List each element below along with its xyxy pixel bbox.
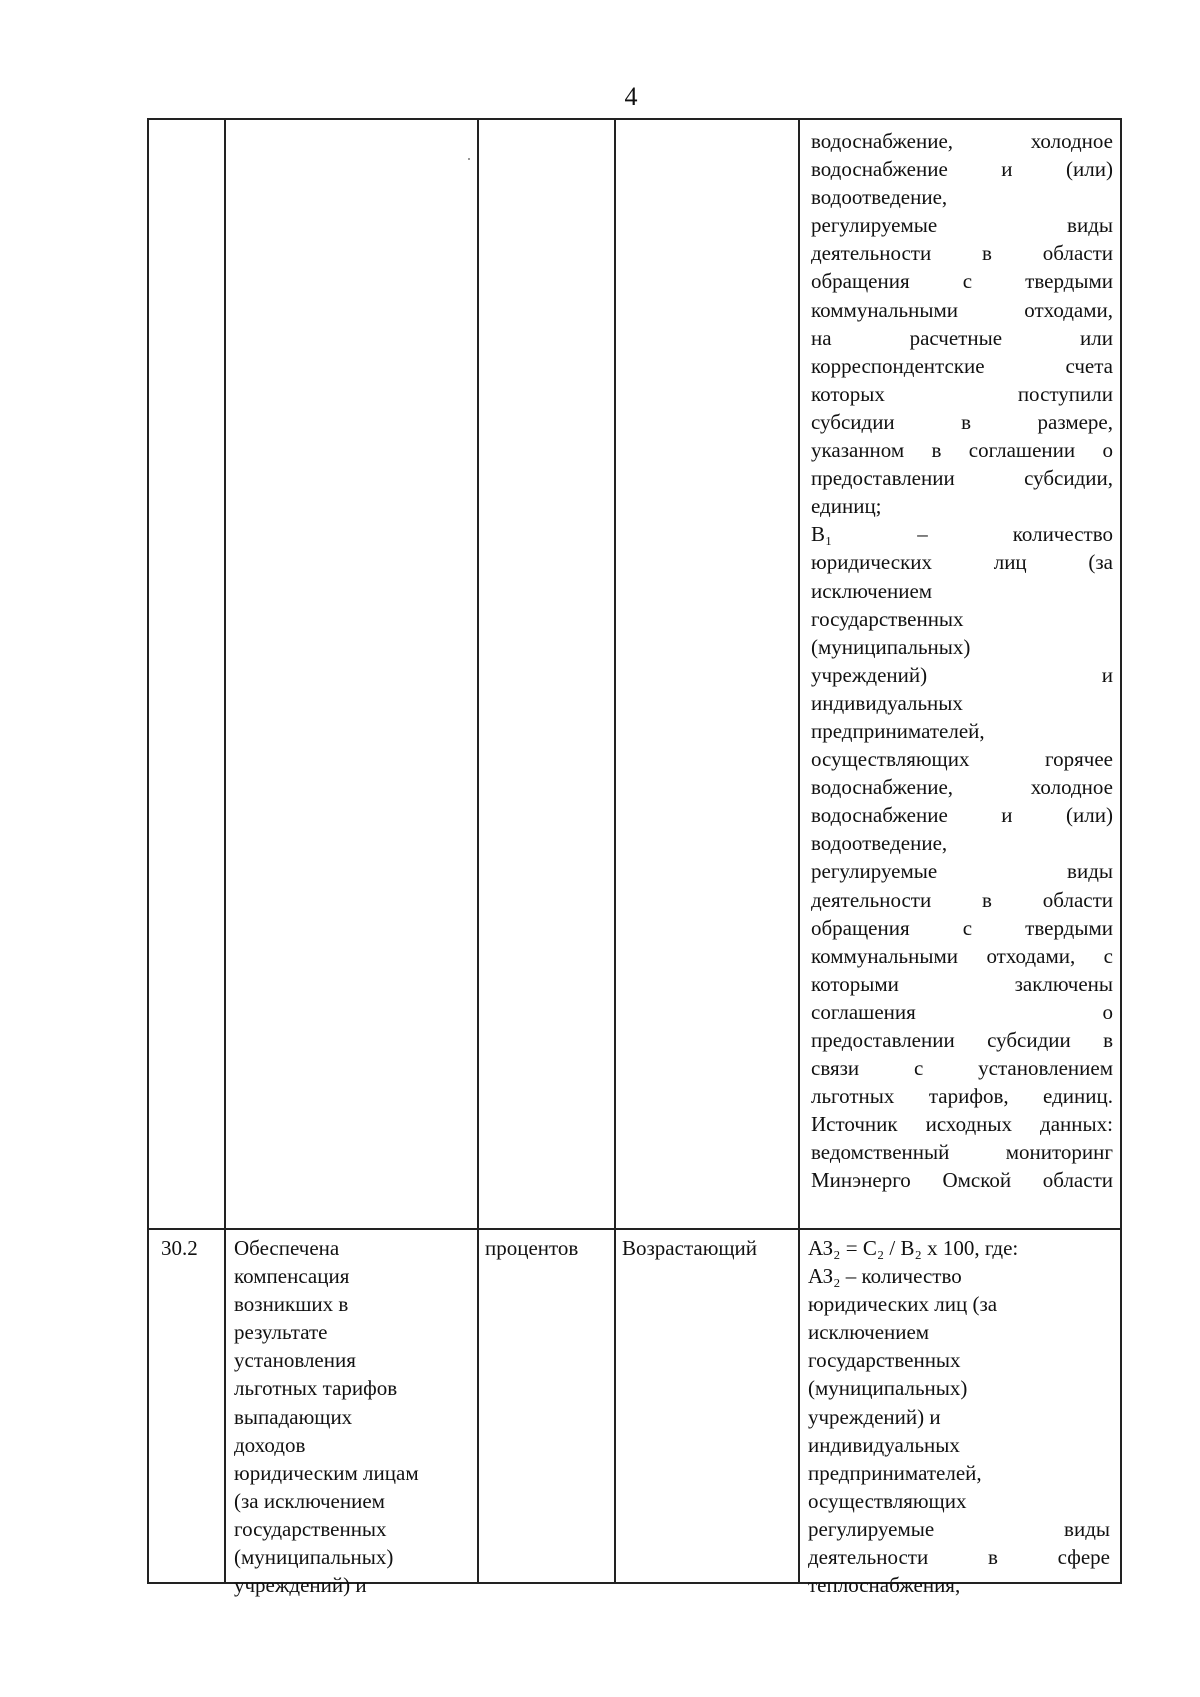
text-line: учреждений) и <box>234 1573 367 1598</box>
word: водоотведение, <box>811 831 948 856</box>
row-divider <box>147 1228 1122 1230</box>
word: в <box>961 409 972 434</box>
word: (или) <box>1066 157 1113 182</box>
word: осуществляющих <box>811 747 970 772</box>
text-line <box>811 773 1113 801</box>
word: водоснабжение, <box>811 129 954 153</box>
word: виды <box>1064 1516 1110 1541</box>
word: горячее <box>1045 747 1113 772</box>
page-number: 4 <box>624 82 638 111</box>
word: о <box>1102 999 1113 1024</box>
text-line <box>811 605 1113 633</box>
word: и <box>1101 662 1113 687</box>
text-line <box>811 914 1113 942</box>
column-divider-2 <box>477 118 479 1584</box>
word: деятельности <box>808 1545 929 1570</box>
word: расчетные <box>909 325 1003 350</box>
indicator-table <box>147 118 1122 1598</box>
word: (за <box>1088 550 1113 575</box>
text-line <box>811 857 1113 885</box>
word: области <box>1042 241 1113 266</box>
text-line <box>811 633 1113 661</box>
word: коммунальными <box>811 297 958 322</box>
word: холодное <box>1030 129 1113 153</box>
word: установлением <box>978 1056 1113 1081</box>
indicator-name-cell <box>234 1234 470 1599</box>
word: или <box>1080 325 1113 350</box>
word: – <box>917 522 928 547</box>
word: соглашении <box>968 438 1076 463</box>
text-line <box>811 661 1113 689</box>
word: количество <box>1012 522 1113 547</box>
table-border-left <box>147 118 149 1584</box>
text-line: выпадающих <box>234 1404 353 1429</box>
word: АЗ₂ – количество <box>808 1264 962 1289</box>
word: мониторинг <box>1005 1140 1113 1165</box>
text-line <box>808 1290 1110 1318</box>
word: исключением <box>811 578 933 603</box>
word: твердыми <box>1025 269 1113 294</box>
word: с <box>1103 943 1113 968</box>
word: B₁ <box>811 522 833 547</box>
word: юридических лиц (за <box>808 1292 998 1317</box>
word: обращения <box>811 269 910 294</box>
text-line <box>811 829 1113 857</box>
text-line <box>811 352 1113 380</box>
text-line <box>811 324 1113 352</box>
word: субсидии, <box>1024 466 1113 491</box>
word: в <box>931 438 942 463</box>
text-line <box>811 886 1113 914</box>
word: корреспондентские <box>811 353 985 378</box>
text-line <box>808 1234 1110 1262</box>
word: индивидуальных <box>808 1432 960 1457</box>
text-line <box>811 155 1113 183</box>
word: ведомственный <box>811 1140 950 1165</box>
word: заключены <box>1014 971 1113 996</box>
word: данных: <box>1040 1112 1113 1137</box>
text-line <box>808 1346 1110 1374</box>
text-line: (за исключением <box>234 1488 385 1513</box>
word: осуществляющих <box>808 1488 967 1513</box>
word: единиц. <box>1043 1084 1113 1109</box>
word: водоснабжение <box>811 803 948 828</box>
word: Омской <box>942 1168 1012 1193</box>
word: виды <box>1067 859 1113 884</box>
word: сфере <box>1057 1545 1110 1570</box>
text-line <box>811 296 1113 324</box>
word: области <box>1042 887 1113 912</box>
word: области <box>1042 1168 1113 1193</box>
word: субсидии <box>987 1028 1071 1052</box>
text-line <box>811 1054 1113 1082</box>
text-line <box>811 408 1113 436</box>
text-line <box>808 1374 1110 1402</box>
word: Минэнерго <box>811 1168 911 1193</box>
word: тарифов, <box>928 1084 1009 1109</box>
text-line <box>811 745 1113 773</box>
word: твердыми <box>1025 915 1113 940</box>
word: теплоснабжения, <box>808 1573 961 1598</box>
unit-cell: процентов <box>485 1236 579 1260</box>
word: в <box>982 887 992 912</box>
word: обращения <box>811 915 910 940</box>
word: размере, <box>1037 409 1113 434</box>
column-divider-1 <box>224 118 226 1584</box>
word: деятельности <box>811 887 932 912</box>
column-divider-4 <box>798 118 800 1584</box>
text-line: льготных тарифов <box>234 1376 398 1401</box>
word: государственных <box>808 1348 961 1373</box>
text-line <box>808 1459 1110 1487</box>
text-line <box>811 183 1113 211</box>
word: связи <box>811 1056 860 1081</box>
text-line <box>808 1571 1110 1599</box>
word: льготных <box>811 1084 895 1109</box>
text-line: доходов <box>234 1432 306 1457</box>
word: учреждений) и <box>808 1404 941 1429</box>
word: исключением <box>808 1320 930 1345</box>
word: в <box>1103 1028 1113 1052</box>
word: субсидии <box>811 409 895 434</box>
word: которых <box>811 381 885 406</box>
text-line <box>808 1262 1110 1290</box>
word: предпринимателей, <box>811 718 985 743</box>
formula-cell-continued <box>811 127 1113 1195</box>
word: отходами, <box>986 943 1076 968</box>
word: предоставлении <box>811 1028 955 1052</box>
word: водоотведение, <box>811 185 948 210</box>
text-line <box>811 1082 1113 1110</box>
word: с <box>962 915 973 940</box>
word: счета <box>1065 353 1113 378</box>
word: коммунальными <box>811 943 958 968</box>
word: соглашения <box>811 999 916 1024</box>
formula-cell <box>808 1234 1110 1599</box>
text-line <box>808 1487 1110 1515</box>
word: учреждений) <box>811 662 928 687</box>
text-line <box>811 520 1113 548</box>
text-line <box>811 970 1113 998</box>
word: (муниципальных) <box>808 1376 968 1401</box>
column-divider-3 <box>614 118 616 1584</box>
word: АЗ₂ = С₂ / В₂ х 100, где: <box>808 1236 1019 1260</box>
text-line <box>811 211 1113 239</box>
word: холодное <box>1030 775 1113 800</box>
text-line <box>811 1110 1113 1138</box>
text-line: государственных <box>234 1516 387 1541</box>
word: лиц <box>993 550 1027 575</box>
word: в <box>982 241 992 266</box>
word: с <box>913 1056 924 1081</box>
word: государственных <box>811 606 964 631</box>
word: регулируемые <box>811 859 938 884</box>
text-line <box>808 1318 1110 1346</box>
word: которыми <box>811 971 899 996</box>
scan-speck <box>468 158 470 160</box>
text-line <box>811 689 1113 717</box>
table-border-top <box>147 118 1122 120</box>
text-line: возникших в <box>234 1292 349 1317</box>
word: (или) <box>1066 803 1113 828</box>
word: с <box>962 269 973 294</box>
text-line <box>811 1138 1113 1166</box>
word: деятельности <box>811 241 932 266</box>
text-line: результате <box>234 1320 328 1345</box>
text-line: Обеспечена <box>234 1236 340 1260</box>
text-line <box>811 127 1113 155</box>
text-line <box>811 267 1113 295</box>
text-line: компенсация <box>234 1264 350 1289</box>
word: и <box>1001 803 1013 828</box>
text-line <box>811 239 1113 267</box>
text-line <box>811 942 1113 970</box>
word: единиц; <box>811 494 882 519</box>
text-line <box>808 1403 1110 1431</box>
word: исходных <box>925 1112 1013 1137</box>
text-line <box>811 436 1113 464</box>
text-line <box>811 577 1113 605</box>
text-line <box>811 801 1113 829</box>
trend-cell: Возрастающий <box>622 1236 758 1260</box>
table-border-right <box>1120 118 1122 1584</box>
text-line <box>811 548 1113 576</box>
text-line <box>811 1166 1113 1194</box>
word: о <box>1102 438 1113 463</box>
text-line <box>811 492 1113 520</box>
row-number-cell: 30.2 <box>161 1236 198 1260</box>
word: водоснабжение <box>811 157 948 182</box>
word: и <box>1001 157 1013 182</box>
text-line <box>811 380 1113 408</box>
word: указанном <box>811 438 905 463</box>
word: предпринимателей, <box>808 1460 982 1485</box>
text-line <box>811 998 1113 1026</box>
text-line <box>808 1431 1110 1459</box>
word: виды <box>1067 213 1113 238</box>
word: в <box>987 1545 998 1570</box>
word: отходами, <box>1024 297 1113 322</box>
word: юридических <box>811 550 933 575</box>
text-line <box>811 717 1113 745</box>
text-line: юридическим лицам <box>234 1460 419 1485</box>
word: (муниципальных) <box>811 634 971 659</box>
text-line <box>811 464 1113 492</box>
word: Источник <box>811 1112 898 1137</box>
text-line <box>811 1026 1113 1054</box>
word: поступили <box>1017 381 1113 406</box>
word: регулируемые <box>808 1516 935 1541</box>
word: индивидуальных <box>811 690 963 715</box>
text-line: установления <box>234 1348 356 1373</box>
word: предоставлении <box>811 466 955 491</box>
text-line <box>808 1543 1110 1571</box>
word: регулируемые <box>811 213 938 238</box>
word: на <box>811 325 832 350</box>
text-line: (муниципальных) <box>234 1545 394 1570</box>
word: водоснабжение, <box>811 775 954 800</box>
text-line <box>808 1515 1110 1543</box>
